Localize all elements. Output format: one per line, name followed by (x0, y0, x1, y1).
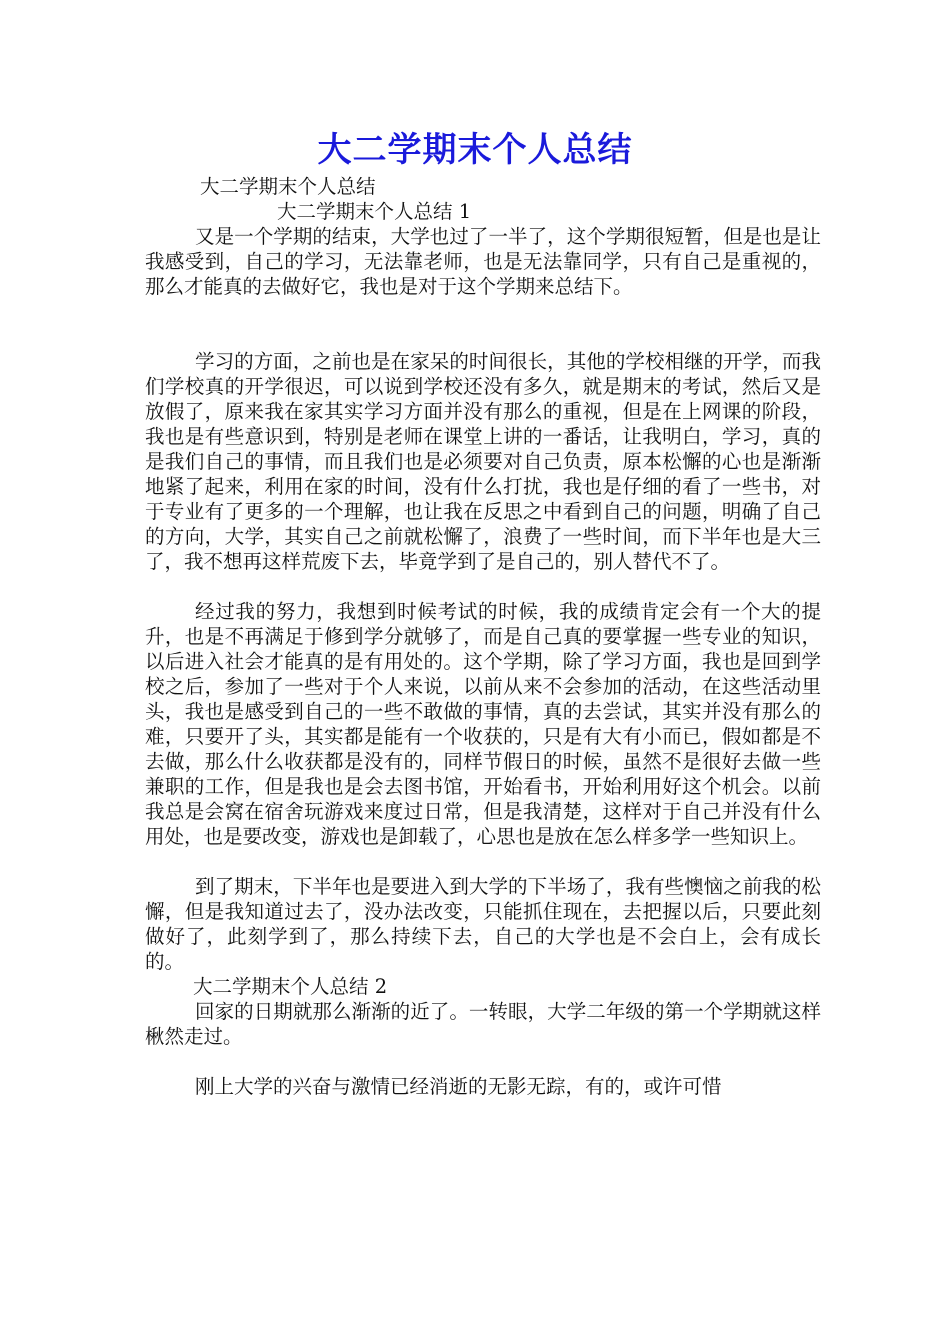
document-title: 大二学期末个人总结 (317, 130, 633, 170)
section-1-paragraph-2: 学习的方面，之前也是在家呆的时间很长，其他的学校相继的开学，而我们学校真的开学很迟，可以说到学校还没有多久，就是期末的考试，然后又是放假了，原来我在家其实学习方面并没有那么的重视，但是在上网课的阶段，我也是有些意识到，特别是老师在课堂上讲的一番话，让我明白，学习，真的是我们自己的事情，而且我们也是必须要对自己负责，原本松懈的心也是渐渐地紧了起来，利用在家的时间，没有什么打扰，我也是仔细的看了一些书，对于专业有了更多的一个理解，也让我在反思之中看到自己的问题，明确了自己的方向，大学，其实自己之前就松懈了，浪费了一些时间，而下半年也是大三了，我不想再这样荒废下去，毕竟学到了是自己的，别人替代不了。 (145, 350, 821, 573)
paragraph-spacer (145, 299, 821, 349)
section-1-paragraph-3: 经过我的努力，我想到时候考试的时候，我的成绩肯定会有一个大的提升，也是不再满足于修到学分就够了，而是自己真的要掌握一些专业的知识，以后进入社会才能真的是有用处的。这个学期，除了学习方面，我也是回到学校之后，参加了一些对于个人来说，以前从来不会参加的活动，在这些活动里头，我也是感受到自己的一些不敢做的事情，真的去尝试，其实并没有那么的难，只要开了头，其实都是能有一个收获的，只是有大有小而已，假如都是不去做，那么什么收获都是没有的，同样节假日的时候，虽然不是很好去做一些兼职的工作，但是我也是会去图书馆，开始看书，开始利用好这个机会。以前我总是会窝在宿舍玩游戏来度过日常，但是我清楚，这样对于自己并没有什么用处，也是要改变，游戏也是卸载了，心思也是放在怎么样多学一些知识上。 (145, 600, 821, 848)
section-2-paragraph-2: 刚上大学的兴奋与激情已经消逝的无影无踪，有的，或许可惜 (195, 1075, 722, 1098)
section-1-heading: 大二学期末个人总结 1 (277, 200, 472, 223)
section-1-paragraph-1: 又是一个学期的结束，大学也过了一半了，这个学期很短暂，但是也是让我感受到，自己的学习，无法靠老师，也是无法靠同学，只有自己是重视的，那么才能真的去做好它，我也是对于这个学期来总结下。 (145, 225, 821, 298)
section-1-paragraph-4: 到了期末，下半年也是要进入到大学的下半场了，我有些懊恼之前我的松懈，但是我知道过去了，没办法改变，只能抓住现在，去把握以后，只要此刻做好了，此刻学到了，那么持续下去，自己的大学也是不会白上，会有成长的。 (145, 875, 821, 973)
paragraph-spacer (145, 849, 821, 874)
paragraph-spacer (145, 574, 821, 599)
document-body (145, 174, 821, 1099)
intro-heading: 大二学期末个人总结 (200, 175, 376, 198)
section-2-paragraph-1: 回家的日期就那么渐渐的近了。一转眼，大学二年级的第一个学期就这样楸然走过。 (145, 1000, 821, 1048)
section-2-heading: 大二学期末个人总结 2 (193, 975, 388, 998)
paragraph-spacer (145, 1049, 821, 1074)
